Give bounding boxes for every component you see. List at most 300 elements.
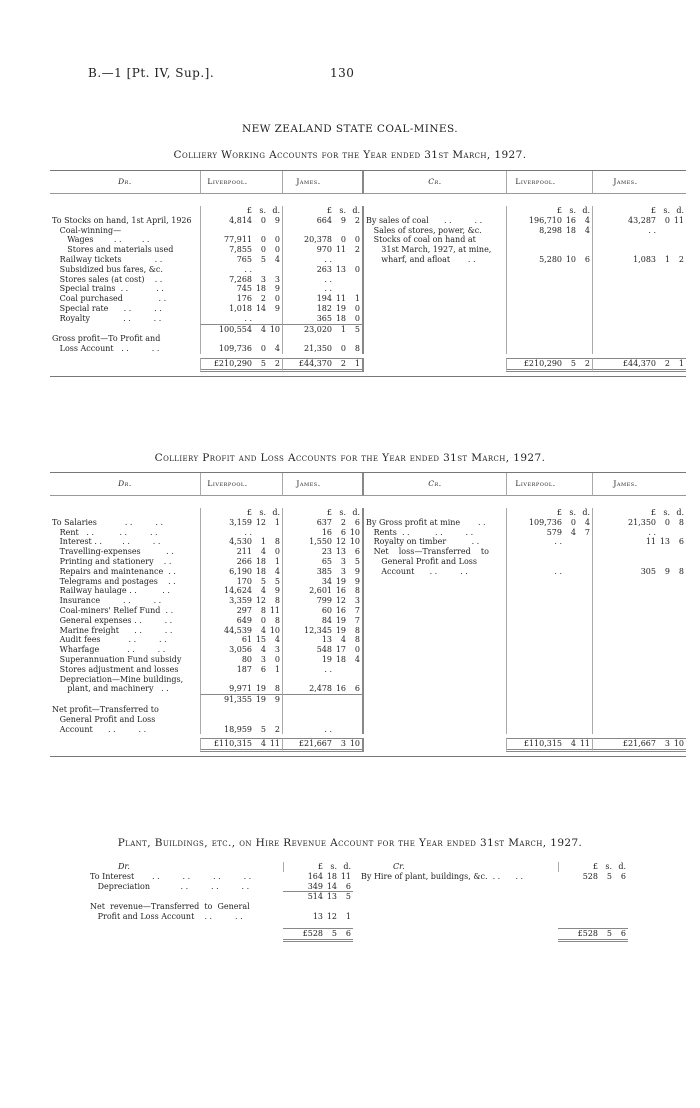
col-a-header-p: Liverpool.: [207, 177, 248, 186]
col-a-header-d: [262, 176, 276, 188]
cr-liverpool-amount: [506, 245, 592, 255]
cr-james-amount-p: [624, 235, 656, 245]
cr-liverpool-amount-d: [576, 324, 590, 335]
dr-james-amount-s: 0: [340, 344, 346, 354]
cr-liverpool-amount: [506, 655, 592, 665]
main-title: NEW ZEALAND STATE COAL-MINES.: [242, 123, 458, 135]
dr-liverpool-amount-d: [266, 705, 280, 715]
dr-liverpool-amount-s: [252, 265, 266, 275]
cr-james-amount: [592, 344, 686, 354]
cr-description: [362, 324, 506, 335]
cr-liverpool-amount-s: 4: [570, 739, 576, 749]
cr-liverpool-amount-p: [530, 547, 562, 557]
dr-liverpool-amount: [200, 304, 282, 314]
cr-liverpool-amount-d: [576, 275, 590, 285]
dr-liverpool-amount-d: [266, 265, 280, 275]
col-a-header-s: [556, 176, 570, 188]
table-row: [50, 275, 686, 285]
cr-james-amount: [592, 537, 686, 547]
dr-description: Net revenue—Transferred to General: [90, 902, 250, 912]
cr-amount: [558, 872, 628, 882]
header-row: [50, 171, 686, 194]
dr-liverpool-amount-d: 8: [274, 537, 280, 547]
cr-amount-d: [612, 891, 626, 902]
cr-liverpool-amount-p: [530, 684, 562, 694]
dr-james-amount: [282, 635, 362, 645]
cr-amount-p: 528: [582, 871, 598, 881]
cr-james-amount: [592, 705, 686, 715]
dr-james-amount-d: 0: [354, 313, 360, 323]
dr-james-amount: [282, 537, 362, 547]
dr-james-amount-d: 8: [354, 344, 360, 354]
dr-liverpool-amount: [200, 694, 282, 705]
dr-liverpool-amount-s: 4: [260, 324, 266, 334]
cr-james-amount-s: 13: [659, 537, 670, 547]
cr-james-amount: [592, 245, 686, 255]
dr-james-amount-s: 16: [335, 605, 346, 615]
cr-james-amount-d: [670, 547, 684, 557]
cr-liverpool-amount-s: [562, 616, 576, 626]
dr-description: [50, 694, 200, 705]
cr-liverpool-amount-p: £210,290: [523, 358, 562, 368]
dr-liverpool-amount-p: 745: [236, 284, 252, 294]
cr-liverpool-amount: [506, 304, 592, 314]
cr-description: [362, 577, 506, 587]
dr-liverpool-amount: [200, 284, 282, 294]
dr-liverpool-amount: [200, 567, 282, 577]
dr-james-amount-p: 16: [321, 527, 332, 537]
cr-currency-s: s.: [605, 862, 612, 871]
dr-liverpool-amount-p: 3,359: [229, 596, 252, 606]
cr-james-amount: [592, 645, 686, 655]
cr-liverpool-amount: [506, 738, 592, 752]
dr-james-amount: [282, 314, 362, 324]
dr-james-amount: [282, 216, 362, 226]
dr-liverpool-amount-d: 0: [274, 245, 280, 255]
dr-james-amount-p: 65: [321, 556, 332, 566]
dr-liverpool-amount-s: 4: [260, 625, 266, 635]
dr-james-amount: [282, 275, 362, 285]
cr-currency: [558, 862, 628, 872]
dr-amount-d: 6: [345, 928, 351, 938]
cr-description: [362, 314, 506, 324]
dr-description: Depreciation . . . . . .: [90, 881, 250, 891]
table-row: [50, 324, 686, 335]
dr-liverpool-amount-s: 0: [260, 245, 266, 255]
dr-james-amount: [282, 606, 362, 616]
dr-liverpool-amount-s: 2: [260, 294, 266, 304]
col-a-header-p: Liverpool.: [207, 479, 248, 488]
cr-header: Cr.: [362, 171, 506, 194]
cr-liverpool-amount-d: [576, 645, 590, 655]
cr-description: [362, 334, 506, 344]
table-row: [50, 645, 686, 655]
cr-liverpool-amount-s: [562, 705, 576, 715]
cr-liverpool-amount-d: [576, 567, 590, 577]
cr-liverpool-amount-d: [576, 586, 590, 596]
table-row: [88, 891, 628, 902]
table-row: [50, 586, 686, 596]
table-row: [50, 354, 686, 376]
cr-james-amount-d: [670, 577, 684, 587]
dr-description: Audit fees . . . .: [52, 635, 167, 645]
cr-amount-p: [566, 902, 598, 912]
dr-james-amount-s: s.: [339, 508, 346, 517]
dr-amount-p: £528: [302, 928, 323, 938]
dr-description: Rent . . . . . .: [52, 527, 158, 537]
cr-liverpool-amount: [506, 334, 592, 344]
cr-james-amount-s: 0: [664, 215, 670, 225]
dr-liverpool-amount-p: 18,959: [224, 724, 252, 734]
dr-liverpool-amount-d: 4: [274, 344, 280, 354]
dr-james-amount: [282, 304, 362, 314]
dr-liverpool-amount-p: £: [246, 206, 252, 215]
cr-james-amount-d: [670, 324, 684, 335]
dr-james-amount-p: 365: [316, 313, 332, 323]
dr-amount: [283, 902, 353, 912]
cr-james-amount-d: [670, 635, 684, 645]
cr-liverpool-amount: [506, 528, 592, 538]
cr-amount-s: [598, 882, 612, 892]
col-a-header-d: [262, 478, 276, 490]
dr-james-amount-s: 3: [340, 556, 346, 566]
cr-liverpool-amount: [506, 547, 592, 557]
dr-james-amount-s: 12: [335, 596, 346, 606]
dr-liverpool-amount: [200, 557, 282, 567]
dr-description: Account . . . .: [52, 724, 147, 734]
col-b-header-p: James.: [296, 177, 321, 186]
cr-description: wharf, and afloat . .: [362, 255, 506, 265]
dr-description: Marine freight . . . .: [52, 625, 173, 635]
dr-liverpool-amount-s: [252, 226, 266, 236]
cr-liverpool-amount-s: [562, 596, 576, 606]
dr-liverpool-amount-d: 0: [274, 654, 280, 664]
dr-amount-s: 5: [331, 928, 337, 938]
cr-james-amount: [592, 294, 686, 304]
cr-liverpool-amount-p: [530, 324, 562, 335]
cr-liverpool-amount: [506, 586, 592, 596]
table-row: [50, 635, 686, 645]
dr-liverpool-amount-s: 12: [255, 596, 266, 606]
cr-description: General Profit and Loss: [362, 557, 506, 567]
dr-liverpool-amount-p: 80: [241, 654, 252, 664]
dr-james-amount-d: [346, 226, 360, 236]
dr-james-amount-d: [346, 705, 360, 715]
cr-liverpool-amount-d: [576, 245, 590, 255]
cr-james-amount: [592, 606, 686, 616]
cr-liverpool-amount-p: 109,736: [528, 517, 562, 527]
dr-james-amount-p: [300, 226, 332, 236]
dr-amount-p: 349: [307, 881, 323, 891]
cr-liverpool-amount-d: [576, 294, 590, 304]
cr-james-amount-d: [670, 715, 684, 725]
dr-description: Stores adjustment and losses: [52, 664, 179, 674]
cr-james-amount-s: [656, 715, 670, 725]
col-b-header-p: James.: [613, 479, 638, 488]
col-b-header-d: [652, 176, 666, 188]
dr-james-amount-p: [300, 715, 332, 725]
table-row: [88, 912, 628, 922]
cr-description: Sales of stores, power, &c.: [362, 226, 506, 236]
cr-liverpool-amount-p: £110,315: [523, 739, 562, 749]
dr-liverpool-amount-d: 11: [269, 739, 280, 749]
cr-liverpool-amount: [506, 206, 592, 216]
cr-james-amount: [592, 216, 686, 226]
dr-liverpool-amount: [200, 715, 282, 725]
col-b-header-s: [638, 478, 652, 490]
table-row: [50, 294, 686, 304]
dr-liverpool-amount-d: d.: [272, 508, 280, 517]
dr-description: Special rate . . . .: [52, 303, 162, 313]
dr-james-amount-d: 0: [354, 264, 360, 274]
dr-james-amount-p: 21,350: [304, 344, 332, 354]
cr-liverpool-amount-d: [576, 655, 590, 665]
cr-james-amount-s: [656, 245, 670, 255]
cr-liverpool-amount: [506, 684, 592, 694]
dr-james-amount-p: 34: [321, 576, 332, 586]
cr-james-amount: [592, 324, 686, 335]
cr-amount-p: £528: [577, 928, 598, 938]
cr-liverpool-amount-p: [530, 294, 562, 304]
dr-liverpool-amount-d: 1: [274, 664, 280, 674]
cr-description: [362, 616, 506, 626]
dr-description: To Interest . . . . . . . .: [90, 871, 252, 881]
dr-liverpool-amount: [200, 518, 282, 528]
cr-amount: [558, 882, 628, 892]
dr-liverpool-amount-p: £210,290: [213, 358, 252, 368]
dr-liverpool-amount-d: 3: [274, 274, 280, 284]
cr-liverpool-amount-d: [576, 626, 590, 636]
table-row: [50, 606, 686, 616]
cr-liverpool-amount-p: [530, 626, 562, 636]
cr-description: [362, 705, 506, 715]
cr-liverpool-amount-p: [530, 245, 562, 255]
cr-james-amount-p: £21,667: [622, 739, 656, 749]
col-a-header-d: [570, 176, 584, 188]
cr-james-amount-s: [656, 235, 670, 245]
cr-james-amount-d: [670, 645, 684, 655]
dr-james-amount-s: 3: [340, 566, 346, 576]
cr-liverpool-amount-p: £: [556, 206, 562, 215]
cr-description: Stocks of coal on hand at: [362, 235, 506, 245]
dr-liverpool-amount: [200, 577, 282, 587]
dr-amount-s: 18: [326, 871, 337, 881]
dr-james-amount-d: 10: [349, 527, 360, 537]
dr-liverpool-amount-s: 5: [260, 358, 266, 368]
cr-james-amount-p: £: [650, 508, 656, 517]
cr-james-amount-s: [656, 314, 670, 324]
cr-liverpool-amount-d: [576, 616, 590, 626]
cr-description: By sales of coal . . . .: [362, 216, 506, 226]
cr-james-amount: [592, 518, 686, 528]
dr-james-amount-s: 12: [335, 537, 346, 547]
cr-james-amount-p: [624, 675, 656, 685]
cr-james-amount-s: [656, 616, 670, 626]
cr-liverpool-amount-d: 4: [584, 517, 590, 527]
dr-description: Coal purchased . .: [52, 294, 167, 304]
dr-liverpool-amount-d: 5: [274, 576, 280, 586]
cr-james-amount-p: £: [650, 206, 656, 215]
cr-james-amount-p: [624, 265, 656, 275]
table-row: [50, 344, 686, 354]
dr-liverpool-amount-s: 5: [260, 576, 266, 586]
cr-james-amount-d: [670, 626, 684, 636]
dr-james-amount-p: £: [326, 206, 332, 215]
cr-liverpool-amount-s: 16: [565, 215, 576, 225]
cr-liverpool-amount-s: [562, 547, 576, 557]
dr-liverpool-amount: [200, 675, 282, 685]
col-b-header-s: [638, 176, 652, 188]
cr-amount-p: [566, 891, 598, 902]
cr-amount-d: 6: [620, 928, 626, 938]
dr-james-amount-d: d.: [352, 508, 360, 517]
table-row: [50, 255, 686, 265]
cr-james-amount-s: [656, 528, 670, 538]
cr-liverpool-amount-s: [562, 235, 576, 245]
dr-james-amount: [282, 245, 362, 255]
cr-liverpool-amount-d: [576, 725, 590, 735]
cr-james-amount-s: [656, 284, 670, 294]
cr-liverpool-amount-s: [562, 284, 576, 294]
dr-description: Coal-winning—: [52, 225, 122, 235]
dr-amount: [283, 882, 353, 892]
cr-james-amount-s: 2: [664, 358, 670, 368]
table-row: [50, 216, 686, 226]
cr-liverpool-amount-p: [530, 577, 562, 587]
dr-liverpool-amount-s: 4: [260, 739, 266, 749]
cr-liverpool-amount-s: [562, 665, 576, 675]
dr-james-amount-s: 2: [340, 517, 346, 527]
dr-james-amount-d: 8: [354, 586, 360, 596]
cr-james-amount: [592, 655, 686, 665]
col-b-header: [282, 171, 362, 194]
cr-liverpool-amount: [506, 265, 592, 275]
dr-james-amount-s: 13: [335, 264, 346, 274]
cr-description: [362, 626, 506, 636]
cr-liverpool-amount-s: [562, 626, 576, 636]
dr-james-amount: [282, 655, 362, 665]
cr-liverpool-amount-p: [530, 304, 562, 314]
dr-liverpool-amount-p: 649: [236, 615, 252, 625]
cr-liverpool-amount: [506, 235, 592, 245]
cr-description: [362, 344, 506, 354]
cr-liverpool-amount: [506, 324, 592, 335]
dr-liverpool-amount-s: s.: [259, 508, 266, 517]
cr-james-amount-p: [624, 596, 656, 606]
cr-james-amount: [592, 334, 686, 344]
cr-liverpool-amount: [506, 715, 592, 725]
dr-description: [88, 891, 283, 902]
table-row: [50, 314, 686, 324]
dr-amount-p: 13: [312, 911, 323, 921]
cr-james-amount-d: [670, 314, 684, 324]
cr-james-amount-p: [624, 694, 656, 705]
table-row: [88, 902, 628, 912]
cr-liverpool-amount-p: [530, 705, 562, 715]
dr-description: Depreciation—Mine buildings,: [52, 674, 184, 684]
dr-james-amount-d: 2: [354, 245, 360, 255]
cr-james-amount-s: [656, 655, 670, 665]
dr-header: Dr.: [50, 171, 200, 194]
dr-liverpool-amount: [200, 725, 282, 735]
dr-liverpool-amount-d: [266, 675, 280, 685]
col-a-header-d: [570, 478, 584, 490]
dr-james-amount-d: d.: [352, 206, 360, 215]
dr-james-amount-p: 664: [316, 215, 332, 225]
dr-liverpool-amount: [200, 334, 282, 344]
dr-james-amount-p: . .: [324, 664, 332, 674]
cr-james-amount-s: s.: [663, 508, 670, 517]
cr-amount-s: 5: [606, 871, 612, 881]
cr-james-amount-s: 0: [664, 517, 670, 527]
dr-james-amount-s: 19: [335, 625, 346, 635]
dr-description: To Salaries . . . .: [52, 517, 163, 527]
dr-james-amount-s: 19: [335, 615, 346, 625]
dr-liverpool-amount-d: 8: [274, 615, 280, 625]
cr-james-amount-s: [656, 226, 670, 236]
dr-description: [50, 358, 200, 372]
cr-james-amount-d: [670, 344, 684, 354]
dr-description: General Profit and Loss: [52, 714, 156, 724]
dr-liverpool-amount-d: 4: [274, 566, 280, 576]
table-row: [50, 577, 686, 587]
col-b-header-s: [321, 478, 335, 490]
dr-james-amount-d: [346, 715, 360, 725]
dr-james-amount-s: 17: [335, 645, 346, 655]
cr-james-amount: [592, 508, 686, 518]
cr-james-amount-p: [624, 547, 656, 557]
dr-james-amount-s: [332, 284, 346, 294]
cr-liverpool-amount-d: d.: [582, 508, 590, 517]
dr-james-amount-d: 7: [354, 605, 360, 615]
table-row: [50, 626, 686, 636]
cr-liverpool-amount-s: [562, 275, 576, 285]
dr-james-amount-d: 0: [354, 303, 360, 313]
cr-header: Cr.: [362, 473, 506, 496]
dr-liverpool-amount-d: 1: [274, 517, 280, 527]
cr-liverpool-amount: [506, 626, 592, 636]
dr-description: Railway tickets . .: [52, 254, 163, 264]
dr-liverpool-amount-d: 9: [274, 695, 280, 705]
cr-description: [362, 715, 506, 725]
dr-description: Wages . . . .: [52, 235, 150, 245]
cr-liverpool-amount-d: [576, 547, 590, 557]
cr-amount-s: [598, 912, 612, 922]
dr-description: Wharfage . . . .: [52, 645, 166, 655]
dr-james-amount-d: 4: [354, 654, 360, 664]
dr-liverpool-amount-p: 4,814: [229, 215, 252, 225]
dr-james-amount: [282, 528, 362, 538]
cr-james-amount-p: [624, 645, 656, 655]
dr-james-amount-p: . .: [324, 724, 332, 734]
cr-liverpool-amount-d: [576, 705, 590, 715]
cr-liverpool-amount-s: s.: [569, 508, 576, 517]
dr-amount-p: 164: [307, 871, 323, 881]
cr-liverpool-amount: [506, 616, 592, 626]
dr-liverpool-amount-p: 1,018: [229, 303, 252, 313]
cr-description: [362, 284, 506, 294]
dr-liverpool-amount-p: 3,159: [229, 517, 252, 527]
cr-james-amount-d: 8: [678, 566, 684, 576]
cr-james-amount-d: [670, 586, 684, 596]
dr-liverpool-amount-d: 2: [274, 724, 280, 734]
cr-description: [362, 665, 506, 675]
table-row: [50, 694, 686, 705]
cr-james-amount-p: [624, 586, 656, 596]
cr-james-amount-p: [624, 684, 656, 694]
table-row: [50, 194, 686, 216]
dr-description: [50, 508, 200, 518]
